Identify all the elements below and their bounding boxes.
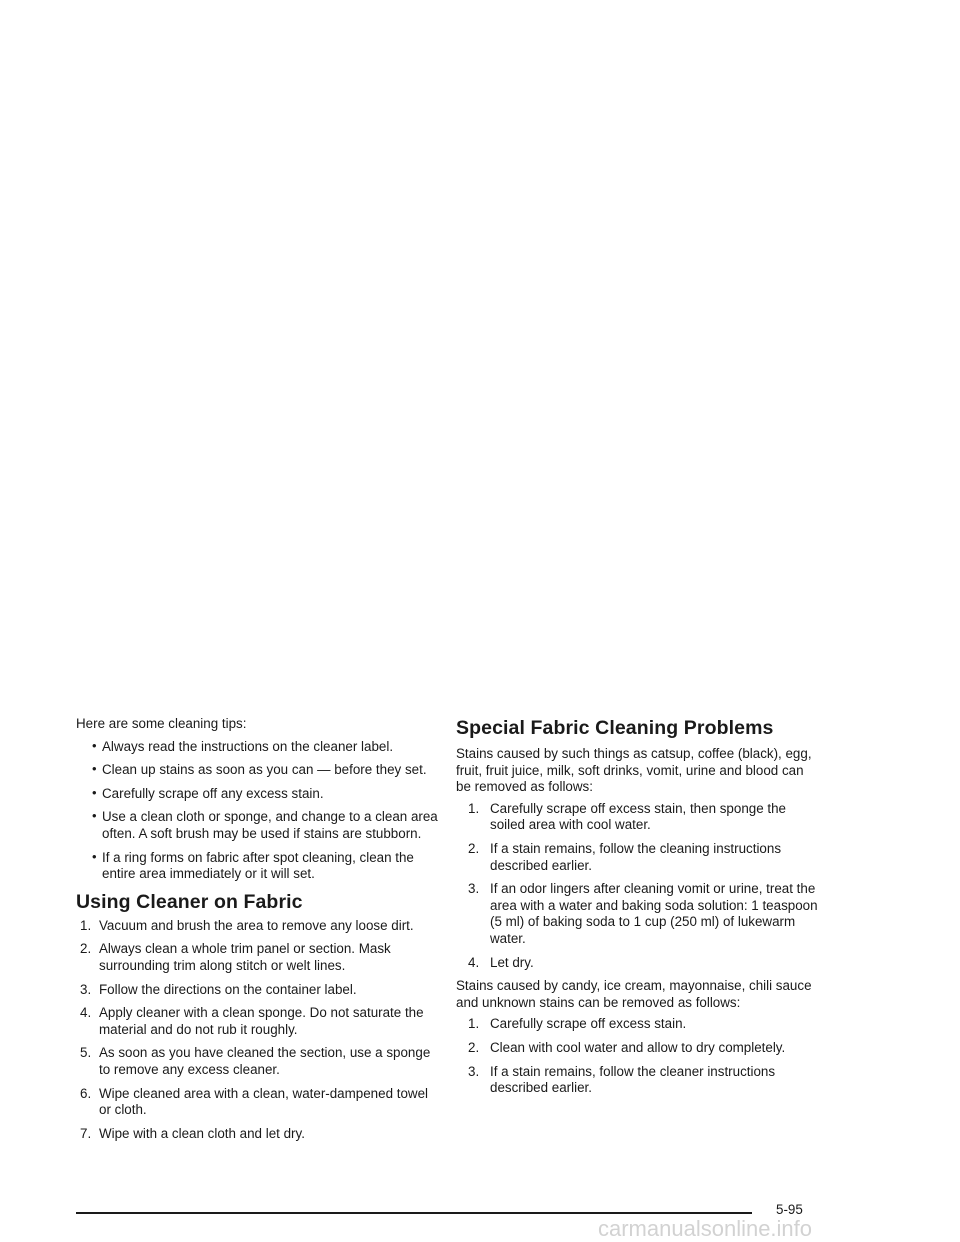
step-number: 2. [468,1039,480,1055]
step-number: 4. [80,1005,92,1021]
section-heading-using-cleaner: Using Cleaner on Fabric [76,890,303,913]
tip-item [76,850,440,883]
step-item [456,1040,820,1057]
step-number: 3. [468,881,480,897]
step-text: Carefully scrape off excess stain. [490,1016,687,1032]
step-item [76,941,440,974]
step-text: If a stain remains, follow the cleaner instructions described earlier. [490,1063,776,1096]
step-text: Vacuum and brush the area to remove any loose dirt. [99,917,414,933]
step-item [76,918,440,935]
step-number: 1. [468,1016,480,1032]
section-heading-special-fabric: Special Fabric Cleaning Problems [456,717,774,739]
step-item [76,1045,440,1078]
step-item [456,881,820,947]
step-number: 3. [80,981,92,997]
step-item [76,1005,440,1038]
bullet-icon: • [92,737,97,753]
cleaning-tips-list [76,739,440,883]
step-item [456,841,820,874]
step-text: Follow the directions on the container label. [99,981,357,997]
step-text: Wipe with a clean cloth and let dry. [99,1125,305,1141]
step-number: 3. [468,1063,480,1079]
using-cleaner-steps [76,918,440,1143]
tip-item [76,739,440,756]
right-column [456,716,820,1104]
step-text: Always clean a whole trim panel or section. Mask surrounding trim along stitch or welt lines. [99,941,391,973]
stains-paragraph-2: Stains caused by candy, ice cream, mayonnaise, chili sauce and unknown stains can be removed as follows: [456,978,812,1010]
step-text: If a stain remains, follow the cleaning instructions described earlier. [490,840,782,873]
step-number: 4. [468,954,480,970]
step-number: 1. [80,917,92,933]
step-text: Carefully scrape off excess stain, then sponge the soiled area with cool water. [490,800,787,833]
tip-text: Always read the instructions on the cleaner label. [102,738,394,754]
bullet-icon: • [92,808,97,824]
step-item [456,1016,820,1033]
tip-item [76,809,440,842]
step-number: 7. [80,1125,92,1141]
tip-text: Carefully scrape off any excess stain. [102,785,324,801]
step-text: If an odor lingers after cleaning vomit or urine, treat the area with a water and baking soda solution: 1 teaspoon (5 ml) of baking soda to 1 cup (250 ml) of lukewarm water. [490,881,818,946]
step-number: 5. [80,1045,92,1061]
bullet-icon: • [92,784,97,800]
step-number: 1. [468,800,480,816]
tip-text: Use a clean cloth or sponge, and change to a clean area often. A soft brush may be used if stains are stubborn. [102,809,438,841]
page-number: 5-95 [776,1202,803,1217]
tip-text: Clean up stains as soon as you can — before they set. [102,762,427,778]
stains-paragraph-1: Stains caused by such things as catsup, coffee (black), egg, fruit, fruit juice, milk, soft drinks, vomit, urine and blood can be removed as follows: [456,746,812,795]
footer-rule [76,1212,752,1214]
tip-item [76,762,440,779]
intro-text: Here are some cleaning tips: [76,716,247,731]
step-item [456,801,820,834]
step-number: 2. [468,840,480,856]
step-item [76,982,440,999]
step-text: Apply cleaner with a clean sponge. Do not saturate the material and do not rub it roughly. [99,1005,424,1037]
tip-item [76,786,440,803]
tip-text: If a ring forms on fabric after spot cleaning, clean the entire area immediately or it will set. [102,849,414,882]
bullet-icon: • [92,761,97,777]
step-item [76,1126,440,1143]
stain-steps-1 [456,801,820,971]
step-number: 6. [80,1085,92,1101]
step-item [456,955,820,972]
stain-steps-2 [456,1016,820,1096]
step-item [456,1064,820,1097]
step-number: 2. [80,941,92,957]
step-text: Wipe cleaned area with a clean, water-dampened towel or cloth. [99,1085,428,1118]
watermark-text: carmanualsonline.info [598,1216,813,1241]
bullet-icon: • [92,848,97,864]
step-item [76,1086,440,1119]
left-column [76,716,440,1149]
step-text: Let dry. [490,954,534,970]
step-text: As soon as you have cleaned the section, use a sponge to remove any excess cleaner. [99,1045,431,1077]
step-text: Clean with cool water and allow to dry completely. [490,1039,786,1055]
